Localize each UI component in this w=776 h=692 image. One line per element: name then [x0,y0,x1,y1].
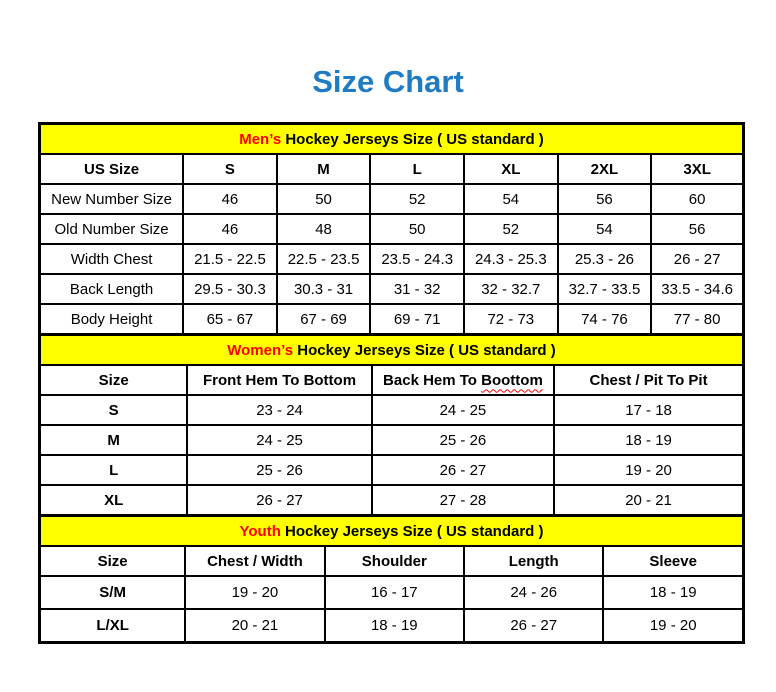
womens-value-cell: 20 - 21 [554,485,743,516]
mens-value-cell: 69 - 71 [370,304,464,335]
womens-row-label: XL [40,485,188,516]
mens-value-cell: 67 - 69 [277,304,371,335]
mens-value-cell: 31 - 32 [370,274,464,304]
youth-value-cell: 26 - 27 [464,609,603,643]
mens-value-cell: 52 [370,184,464,214]
youth-banner [40,516,744,547]
mens-value-cell: 52 [464,214,558,244]
womens-value-cell: 17 - 18 [554,395,743,425]
mens-column-header: 2XL [558,154,652,184]
youth-banner-row [40,516,744,547]
mens-value-cell: 50 [370,214,464,244]
mens-value-cell: 29.5 - 30.3 [183,274,277,304]
womens-data-row [40,455,744,485]
mens-value-cell: 33.5 - 34.6 [651,274,743,304]
mens-value-cell: 65 - 67 [183,304,277,335]
mens-data-row [40,274,744,304]
mens-value-cell: 72 - 73 [464,304,558,335]
mens-size-table [38,122,745,336]
mens-row-label: Old Number Size [40,214,184,244]
womens-column-header-text: Back Hem To [383,371,482,389]
youth-value-cell: 19 - 20 [603,609,743,643]
mens-value-cell: 24.3 - 25.3 [464,244,558,274]
womens-row-label: S [40,395,188,425]
youth-column-header: Chest / Width [185,546,324,576]
mens-header-row [40,154,744,184]
mens-value-cell: 21.5 - 22.5 [183,244,277,274]
womens-data-row [40,425,744,455]
womens-banner-row [40,335,744,366]
womens-size-table [38,333,745,517]
youth-data-row [40,609,744,643]
mens-value-cell: 32.7 - 33.5 [558,274,652,304]
youth-column-header: Length [464,546,603,576]
womens-banner [40,335,744,366]
youth-column-header: Size [40,546,186,576]
womens-value-cell: 23 - 24 [187,395,371,425]
mens-value-cell: 25.3 - 26 [558,244,652,274]
womens-column-header: Front Hem To Bottom [187,365,371,395]
youth-data-row [40,576,744,609]
womens-value-cell: 24 - 25 [372,395,554,425]
mens-value-cell: 26 - 27 [651,244,743,274]
page-title: Size Chart [312,64,464,99]
womens-column-header: Chest / Pit To Pit [554,365,743,395]
mens-column-header: S [183,154,277,184]
mens-value-cell: 32 - 32.7 [464,274,558,304]
youth-value-cell: 24 - 26 [464,576,603,609]
womens-row-label: L [40,455,188,485]
womens-value-cell: 27 - 28 [372,485,554,516]
mens-column-header: M [277,154,371,184]
womens-column-header: Size [40,365,188,395]
womens-value-cell: 19 - 20 [554,455,743,485]
womens-value-cell: 25 - 26 [372,425,554,455]
mens-value-cell: 23.5 - 24.3 [370,244,464,274]
mens-value-cell: 77 - 80 [651,304,743,335]
mens-value-cell: 54 [558,214,652,244]
mens-data-row [40,184,744,214]
mens-value-cell: 22.5 - 23.5 [277,244,371,274]
mens-banner-accent-word: Men’s [239,130,282,148]
mens-value-cell: 54 [464,184,558,214]
youth-column-header: Sleeve [603,546,743,576]
mens-banner-text: Hockey Jerseys Size ( US standard ) [281,130,544,148]
mens-value-cell: 60 [651,184,743,214]
womens-value-cell: 18 - 19 [554,425,743,455]
mens-banner-row [40,124,744,155]
mens-row-label: Width Chest [40,244,184,274]
mens-value-cell: 74 - 76 [558,304,652,335]
youth-column-header: Shoulder [325,546,464,576]
mens-column-header: 3XL [651,154,743,184]
womens-column-header [372,365,554,395]
youth-row-label: L/XL [40,609,186,643]
mens-value-cell: 46 [183,214,277,244]
youth-header-row [40,546,744,576]
womens-header-row [40,365,744,395]
mens-value-cell: 50 [277,184,371,214]
womens-value-cell: 24 - 25 [187,425,371,455]
mens-row-label: Body Height [40,304,184,335]
youth-value-cell: 18 - 19 [603,576,743,609]
mens-row-label: New Number Size [40,184,184,214]
misspelled-word: Boottom [481,371,543,389]
youth-value-cell: 16 - 17 [325,576,464,609]
youth-value-cell: 20 - 21 [185,609,324,643]
youth-size-table [38,514,745,644]
youth-banner-accent-word: Youth [239,522,281,540]
mens-data-row [40,304,744,335]
womens-banner-text: Hockey Jerseys Size ( US standard ) [293,341,556,359]
youth-banner-text: Hockey Jerseys Size ( US standard ) [280,522,544,540]
youth-value-cell: 18 - 19 [325,609,464,643]
mens-data-row [40,244,744,274]
mens-column-header: L [370,154,464,184]
womens-value-cell: 26 - 27 [187,485,371,516]
mens-column-header: XL [464,154,558,184]
mens-value-cell: 46 [183,184,277,214]
youth-row-label: S/M [40,576,186,609]
womens-value-cell: 25 - 26 [187,455,371,485]
mens-column-header: US Size [40,154,184,184]
mens-row-label: Back Length [40,274,184,304]
mens-value-cell: 30.3 - 31 [277,274,371,304]
mens-banner [40,124,744,155]
mens-value-cell: 56 [558,184,652,214]
womens-banner-accent-word: Women’s [227,341,294,359]
womens-data-row [40,395,744,425]
youth-value-cell: 19 - 20 [185,576,324,609]
size-tables [38,122,745,644]
womens-value-cell: 26 - 27 [372,455,554,485]
mens-value-cell: 56 [651,214,743,244]
womens-data-row [40,485,744,516]
mens-data-row [40,214,744,244]
mens-value-cell: 48 [277,214,371,244]
womens-row-label: M [40,425,188,455]
